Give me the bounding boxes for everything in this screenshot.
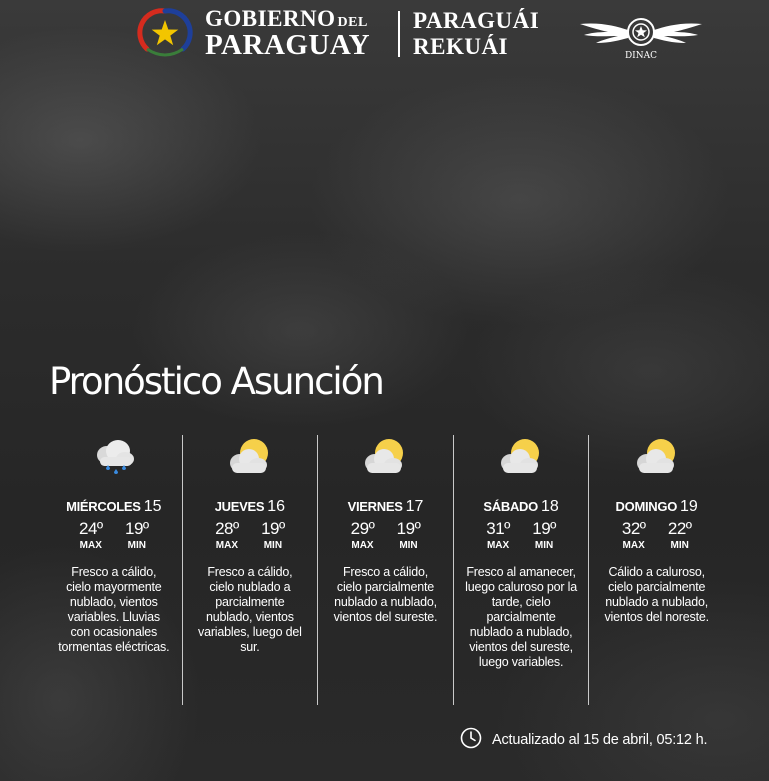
min-temp: 22º	[667, 519, 692, 538]
day-date: 16	[267, 498, 286, 515]
forecast-description: Fresco a cálido, cielo parcialmente nublado a nublado, vientos del sureste.	[333, 565, 438, 624]
min-temp: 19º	[396, 519, 421, 538]
day-heading	[483, 497, 558, 517]
day-name: VIERNES	[347, 499, 403, 514]
max-temp: 28º	[215, 519, 239, 538]
min-label: MIN	[399, 540, 418, 551]
dinac-wings-logo[interactable]	[578, 8, 704, 62]
temperature-row	[485, 519, 557, 552]
day-date: 15	[143, 498, 162, 515]
gov-line1: GOBIERNO	[205, 6, 336, 31]
paraguai-rekuai-wordmark[interactable]	[413, 9, 539, 58]
forecast-day-wednesday	[46, 435, 182, 705]
day-name: JUEVES	[214, 499, 265, 514]
forecast-description: Fresco al amanecer, luego caluroso por la tarde, cielo parcialmente nublado a nublado, vientos del sureste, luego variables.	[465, 565, 577, 669]
max-temp: 32º	[621, 519, 646, 538]
min-temp: 19º	[532, 519, 556, 538]
max-label: MAX	[486, 540, 510, 551]
forecast-panel	[46, 435, 724, 705]
day-name: MIÉRCOLES	[66, 499, 141, 514]
gov-del: DEL	[337, 15, 368, 30]
temperature-row	[621, 519, 693, 552]
day-date: 19	[680, 498, 698, 515]
day-heading	[66, 497, 161, 517]
forecast-description: Fresco a cálido, cielo mayormente nublado, vientos variables. Lluvias con ocasionales tormentas eléctricas.	[58, 565, 170, 654]
forecast-day-friday	[317, 435, 453, 705]
clock-icon	[460, 727, 482, 749]
cloud-rain-icon	[92, 437, 136, 477]
page-title: Pronóstico Asunción	[49, 360, 383, 403]
temperature-row	[349, 519, 421, 552]
forecast-description: Fresco a cálido, cielo nublado a parcialmente nublado, vientos variables, luego del sur.	[198, 565, 302, 654]
partly-cloudy-icon	[228, 437, 272, 477]
dinac-label: DINAC	[624, 51, 658, 61]
temperature-row	[214, 519, 286, 552]
gobierno-paraguay-wordmark[interactable]	[205, 7, 370, 60]
forecast-day-sunday	[588, 435, 724, 705]
min-temp: 19º	[261, 519, 285, 538]
max-temp: 31º	[486, 519, 510, 538]
min-label: MIN	[263, 540, 283, 551]
paraguay-emblem-logo[interactable]	[137, 5, 193, 61]
forecast-day-thursday	[182, 435, 318, 705]
max-label: MAX	[215, 540, 238, 551]
day-heading	[348, 497, 424, 517]
max-label: MAX	[622, 540, 645, 551]
day-name: SÁBADO	[483, 499, 538, 514]
min-label: MIN	[127, 540, 146, 551]
day-heading	[215, 497, 285, 517]
max-label: MAX	[79, 540, 102, 551]
min-label: MIN	[534, 540, 554, 551]
min-label: MIN	[670, 540, 689, 551]
updated-text: Actualizado al 15 de abril, 05:12 h.	[492, 732, 708, 748]
max-temp: 29º	[350, 519, 375, 538]
max-temp: 24º	[78, 519, 103, 538]
partly-cloudy-icon	[499, 437, 543, 477]
day-heading	[616, 497, 698, 517]
partly-cloudy-icon	[363, 437, 407, 477]
last-updated	[460, 727, 707, 749]
day-date: 17	[405, 498, 424, 515]
min-temp: 19º	[124, 519, 149, 538]
forecast-description: Cálido a caluroso, cielo parcialmente nublado a nublado, vientos del noreste.	[604, 565, 709, 624]
slogan-line2: REKUÁI	[413, 34, 509, 59]
site-header	[0, 5, 769, 63]
forecast-day-saturday	[453, 435, 589, 705]
slogan-line1: PARAGUÁI	[413, 8, 540, 33]
gov-line2: PARAGUAY	[205, 29, 371, 61]
day-date: 18	[540, 498, 559, 515]
temperature-row	[78, 519, 150, 552]
day-name: DOMINGO	[615, 499, 677, 514]
header-divider	[398, 11, 400, 57]
partly-cloudy-icon	[635, 437, 679, 477]
max-label: MAX	[351, 540, 374, 551]
